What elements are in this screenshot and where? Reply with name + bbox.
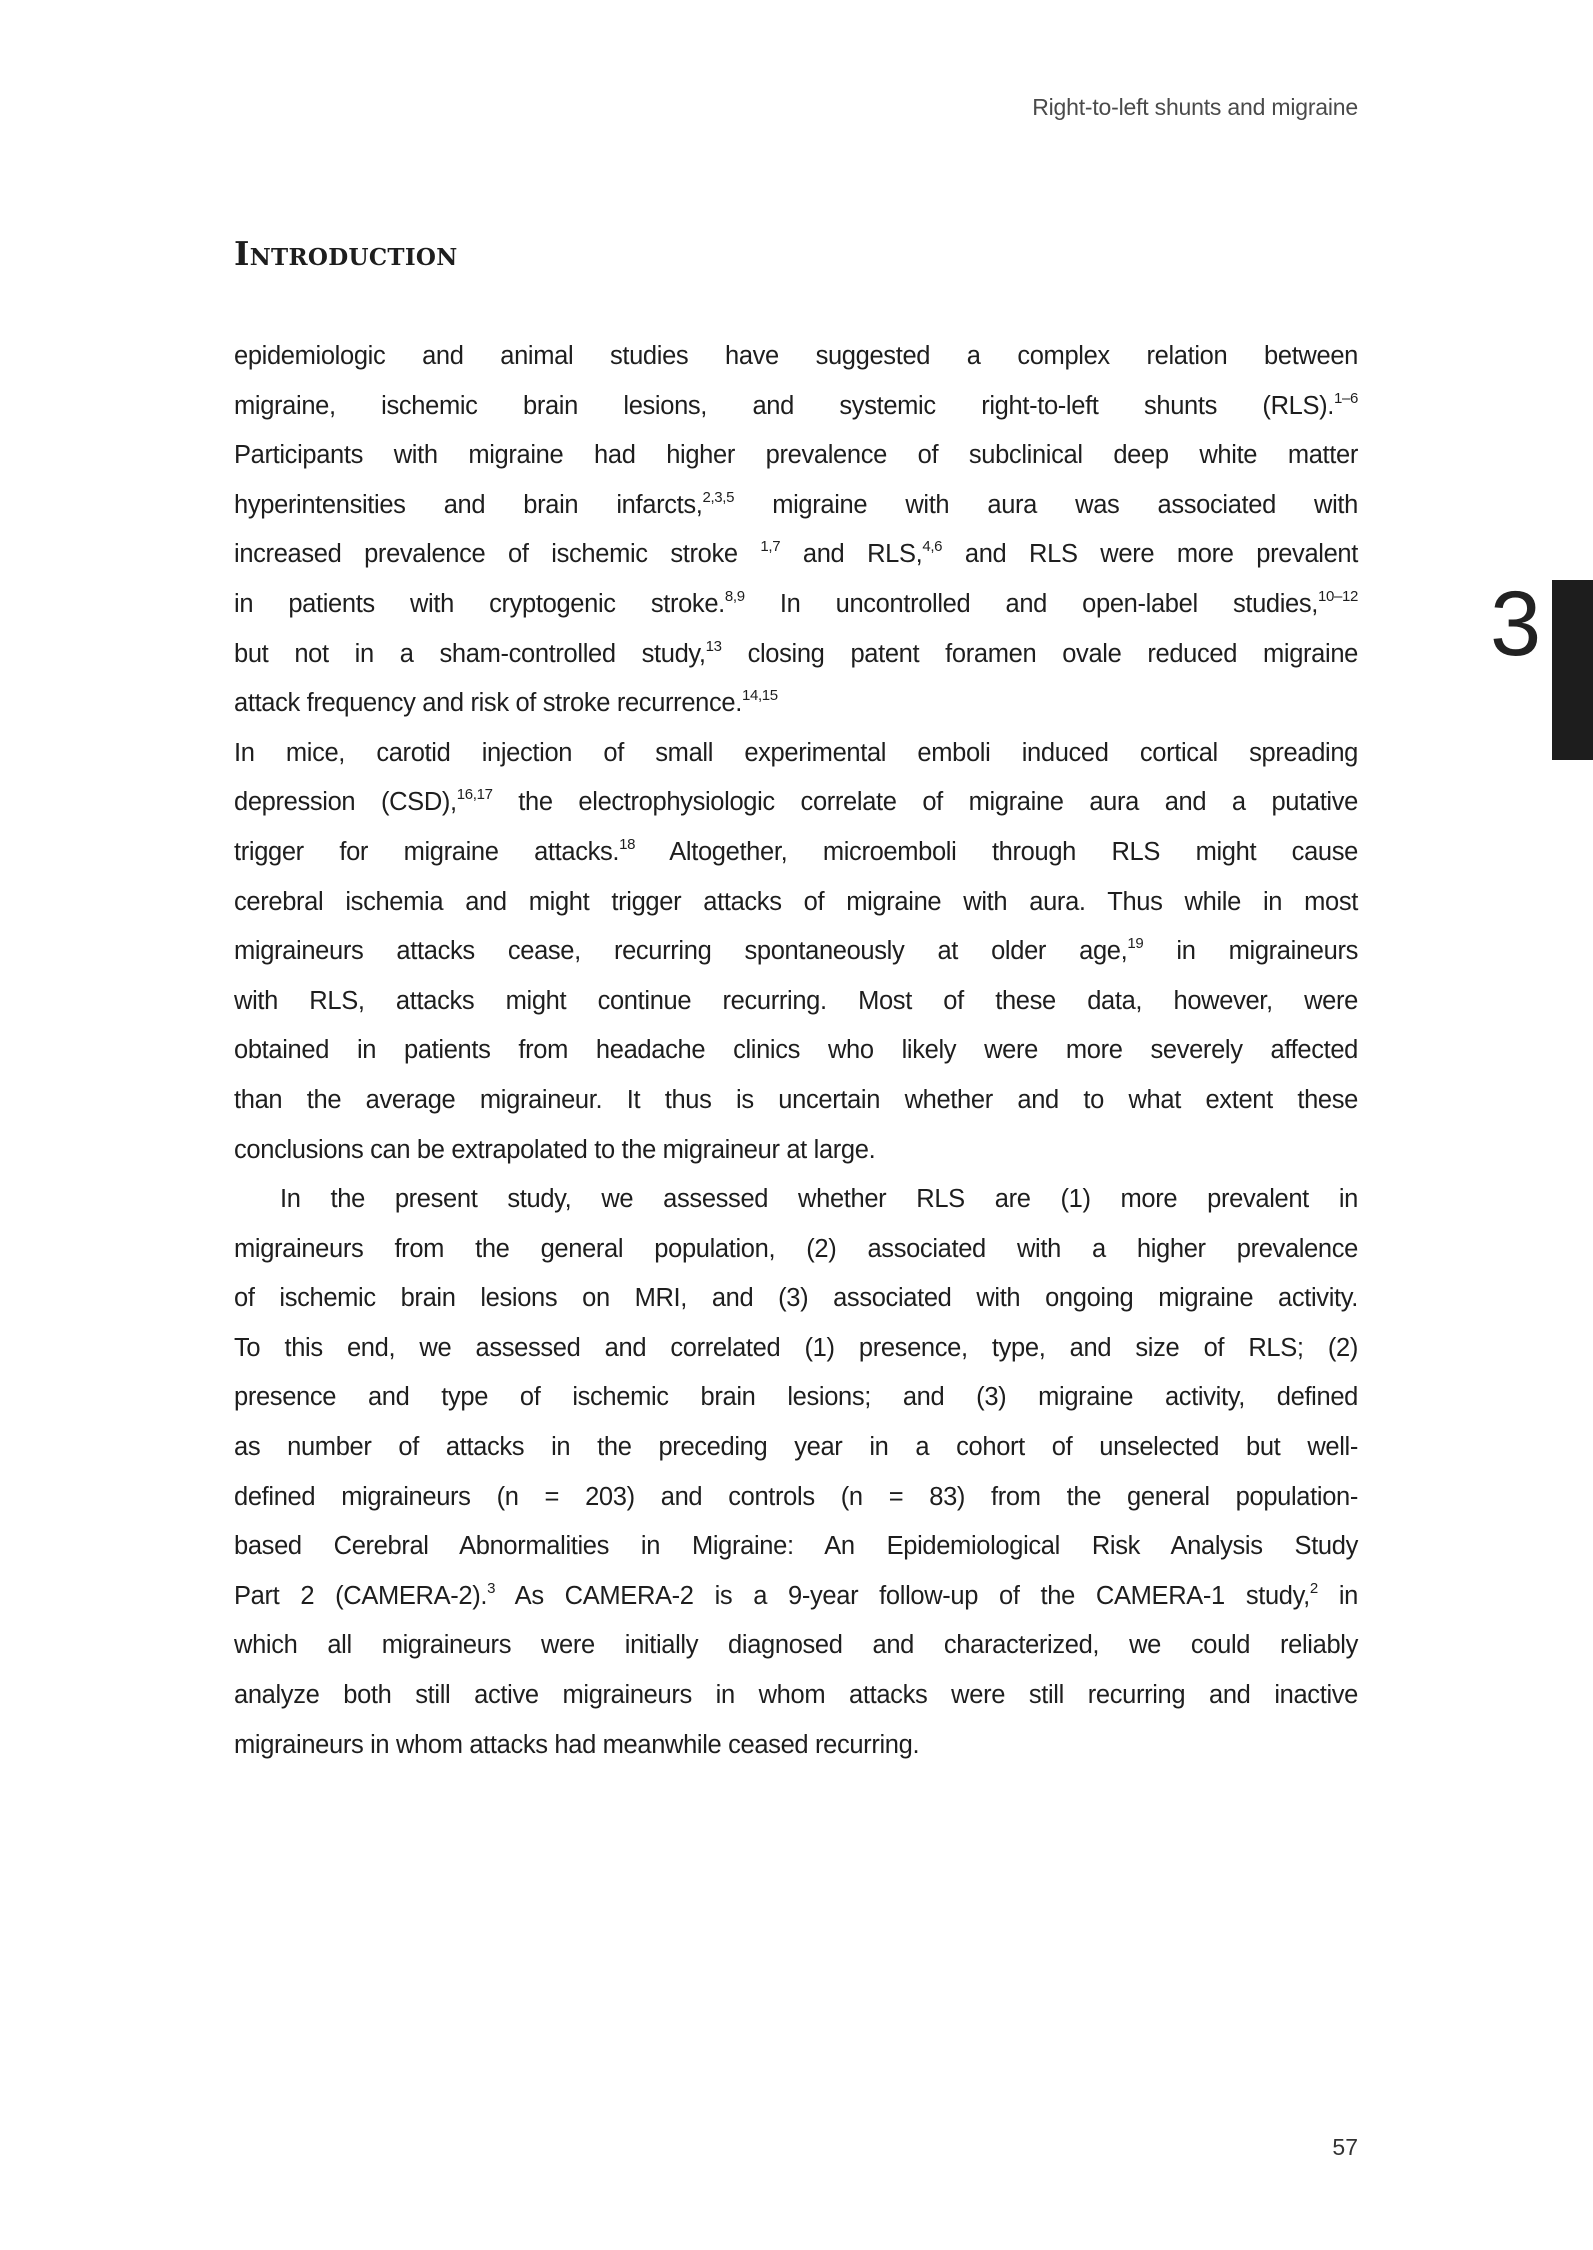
text-line bbox=[234, 778, 1358, 828]
text-run: In uncontrolled and open-label studies, bbox=[744, 589, 1319, 618]
text-line bbox=[234, 630, 1358, 680]
text-run: obtained in patients from headache clinics who likely were more severely affected bbox=[234, 1036, 1358, 1065]
body-text bbox=[234, 332, 1358, 1770]
citation-superscript: 1–6 bbox=[1334, 389, 1358, 407]
text-line bbox=[234, 580, 1358, 630]
text-run: cerebral ischemia and might trigger attacks of migraine with aura. Thus while in most bbox=[234, 887, 1358, 916]
text-run: migraineurs from the general population, (2) associated with a higher prevalence bbox=[234, 1234, 1358, 1263]
text-run: As CAMERA-2 is a 9-year follow-up of the CAMERA-1 study, bbox=[495, 1581, 1310, 1610]
text-run: but not in a sham-controlled study, bbox=[234, 639, 706, 668]
text-run: with RLS, attacks might continue recurring. Most of these data, however, were bbox=[234, 986, 1358, 1015]
citation-superscript: 10–12 bbox=[1318, 587, 1358, 605]
text-line bbox=[234, 1621, 1358, 1671]
citation-superscript: 19 bbox=[1127, 935, 1144, 953]
citation-superscript: 13 bbox=[705, 637, 722, 655]
text-line bbox=[234, 1522, 1358, 1572]
text-run: presence and type of ischemic brain lesions; and (3) migraine activity, defined bbox=[234, 1383, 1358, 1412]
text-run: and RLS, bbox=[780, 540, 923, 569]
text-line bbox=[234, 1572, 1358, 1622]
text-line bbox=[234, 1175, 1358, 1225]
text-run: analyze both still active migraineurs in whom attacks were still recurring and inactive bbox=[234, 1681, 1358, 1710]
citation-superscript: 1,7 bbox=[760, 538, 781, 556]
text-run: in bbox=[1317, 1581, 1358, 1610]
text-run: conclusions can be extrapolated to the migraineur at large. bbox=[234, 1135, 876, 1164]
text-run: trigger for migraine attacks. bbox=[234, 837, 620, 866]
text-run: epidemiologic and animal studies have suggested a complex relation between bbox=[234, 342, 1358, 370]
text-line bbox=[234, 1026, 1358, 1076]
citation-superscript: 18 bbox=[619, 835, 636, 853]
text-line bbox=[234, 1373, 1358, 1423]
citation-superscript: 3 bbox=[487, 1579, 496, 1597]
text-run: the electrophysiologic correlate of migraine aura and a putative bbox=[492, 788, 1358, 817]
text-line bbox=[234, 1076, 1358, 1126]
text-line bbox=[234, 1721, 1358, 1771]
text-run: attack frequency and risk of stroke recurrence. bbox=[234, 689, 742, 718]
text-line bbox=[234, 332, 1358, 382]
text-run: migraineurs attacks cease, recurring spontaneously at older age, bbox=[234, 937, 1128, 966]
chapter-tab-marker bbox=[1552, 580, 1593, 760]
text-run: than the average migraineur. It thus is uncertain whether and to what extent these bbox=[234, 1085, 1358, 1114]
text-run: hyperintensities and brain infarcts, bbox=[234, 490, 703, 519]
text-run: and RLS were more prevalent bbox=[942, 540, 1358, 569]
text-run: migraine with aura was associated with bbox=[734, 490, 1358, 519]
text-run: Altogether, microemboli through RLS might cause bbox=[635, 837, 1358, 866]
text-line bbox=[234, 977, 1358, 1027]
text-run: as number of attacks in the preceding year in a cohort of unselected but well- bbox=[234, 1433, 1358, 1462]
citation-superscript: 4,6 bbox=[922, 538, 943, 556]
text-run: in patients with cryptogenic stroke. bbox=[234, 589, 725, 618]
citation-superscript: 2,3,5 bbox=[702, 488, 735, 506]
paragraph bbox=[234, 332, 1358, 729]
section-heading: Introduction bbox=[234, 234, 458, 273]
text-line bbox=[234, 1671, 1358, 1721]
text-line bbox=[234, 1274, 1358, 1324]
page-number: 57 bbox=[1332, 2134, 1358, 2160]
text-line bbox=[234, 530, 1358, 580]
text-run: Part 2 (CAMERA-2). bbox=[234, 1581, 488, 1610]
text-run: migraine, ischemic brain lesions, and systemic right-to-left shunts (RLS). bbox=[234, 391, 1335, 420]
text-run: of ischemic brain lesions on MRI, and (3) associated with ongoing migraine activity. bbox=[234, 1284, 1358, 1313]
text-run: based Cerebral Abnormalities in Migraine: An Epidemiological Risk Analysis Study bbox=[234, 1532, 1358, 1561]
text-line bbox=[234, 1324, 1358, 1374]
citation-superscript: 8,9 bbox=[724, 587, 745, 605]
text-run: defined migraineurs (n = 203) and controls (n = 83) from the general population- bbox=[234, 1482, 1358, 1511]
running-head: Right-to-left shunts and migraine bbox=[1032, 94, 1358, 120]
text-line bbox=[234, 431, 1358, 481]
text-run: closing patent foramen ovale reduced migraine bbox=[721, 639, 1358, 668]
text-run: increased prevalence of ischemic stroke bbox=[234, 540, 761, 569]
text-run: Participants with migraine had higher prevalence of subclinical deep white matter bbox=[234, 441, 1358, 470]
text-line bbox=[234, 1473, 1358, 1523]
paragraph bbox=[234, 729, 1358, 1175]
text-run: migraineurs in whom attacks had meanwhile ceased recurring. bbox=[234, 1730, 920, 1759]
text-line bbox=[234, 729, 1358, 779]
text-line bbox=[234, 1225, 1358, 1275]
paragraph bbox=[234, 1175, 1358, 1770]
text-line bbox=[234, 927, 1358, 977]
text-run: depression (CSD), bbox=[234, 788, 457, 817]
text-run: in migraineurs bbox=[1143, 937, 1358, 966]
chapter-number: 3 bbox=[1490, 573, 1542, 675]
text-line bbox=[234, 828, 1358, 878]
citation-superscript: 14,15 bbox=[741, 687, 778, 705]
text-line bbox=[234, 878, 1358, 928]
text-line bbox=[234, 382, 1358, 432]
text-line bbox=[234, 1423, 1358, 1473]
text-run: which all migraineurs were initially diagnosed and characterized, we could reliably bbox=[234, 1631, 1358, 1660]
text-run: To this end, we assessed and correlated (1) presence, type, and size of RLS; (2) bbox=[234, 1333, 1358, 1362]
text-run: In mice, carotid injection of small experimental emboli induced cortical spreading bbox=[234, 738, 1358, 767]
text-line bbox=[234, 679, 1358, 729]
text-run: In the present study, we assessed whether RLS are (1) more prevalent in bbox=[280, 1185, 1358, 1214]
citation-superscript: 16,17 bbox=[456, 786, 493, 804]
citation-superscript: 2 bbox=[1309, 1579, 1318, 1597]
text-line bbox=[234, 481, 1358, 531]
text-line bbox=[234, 1126, 1358, 1176]
